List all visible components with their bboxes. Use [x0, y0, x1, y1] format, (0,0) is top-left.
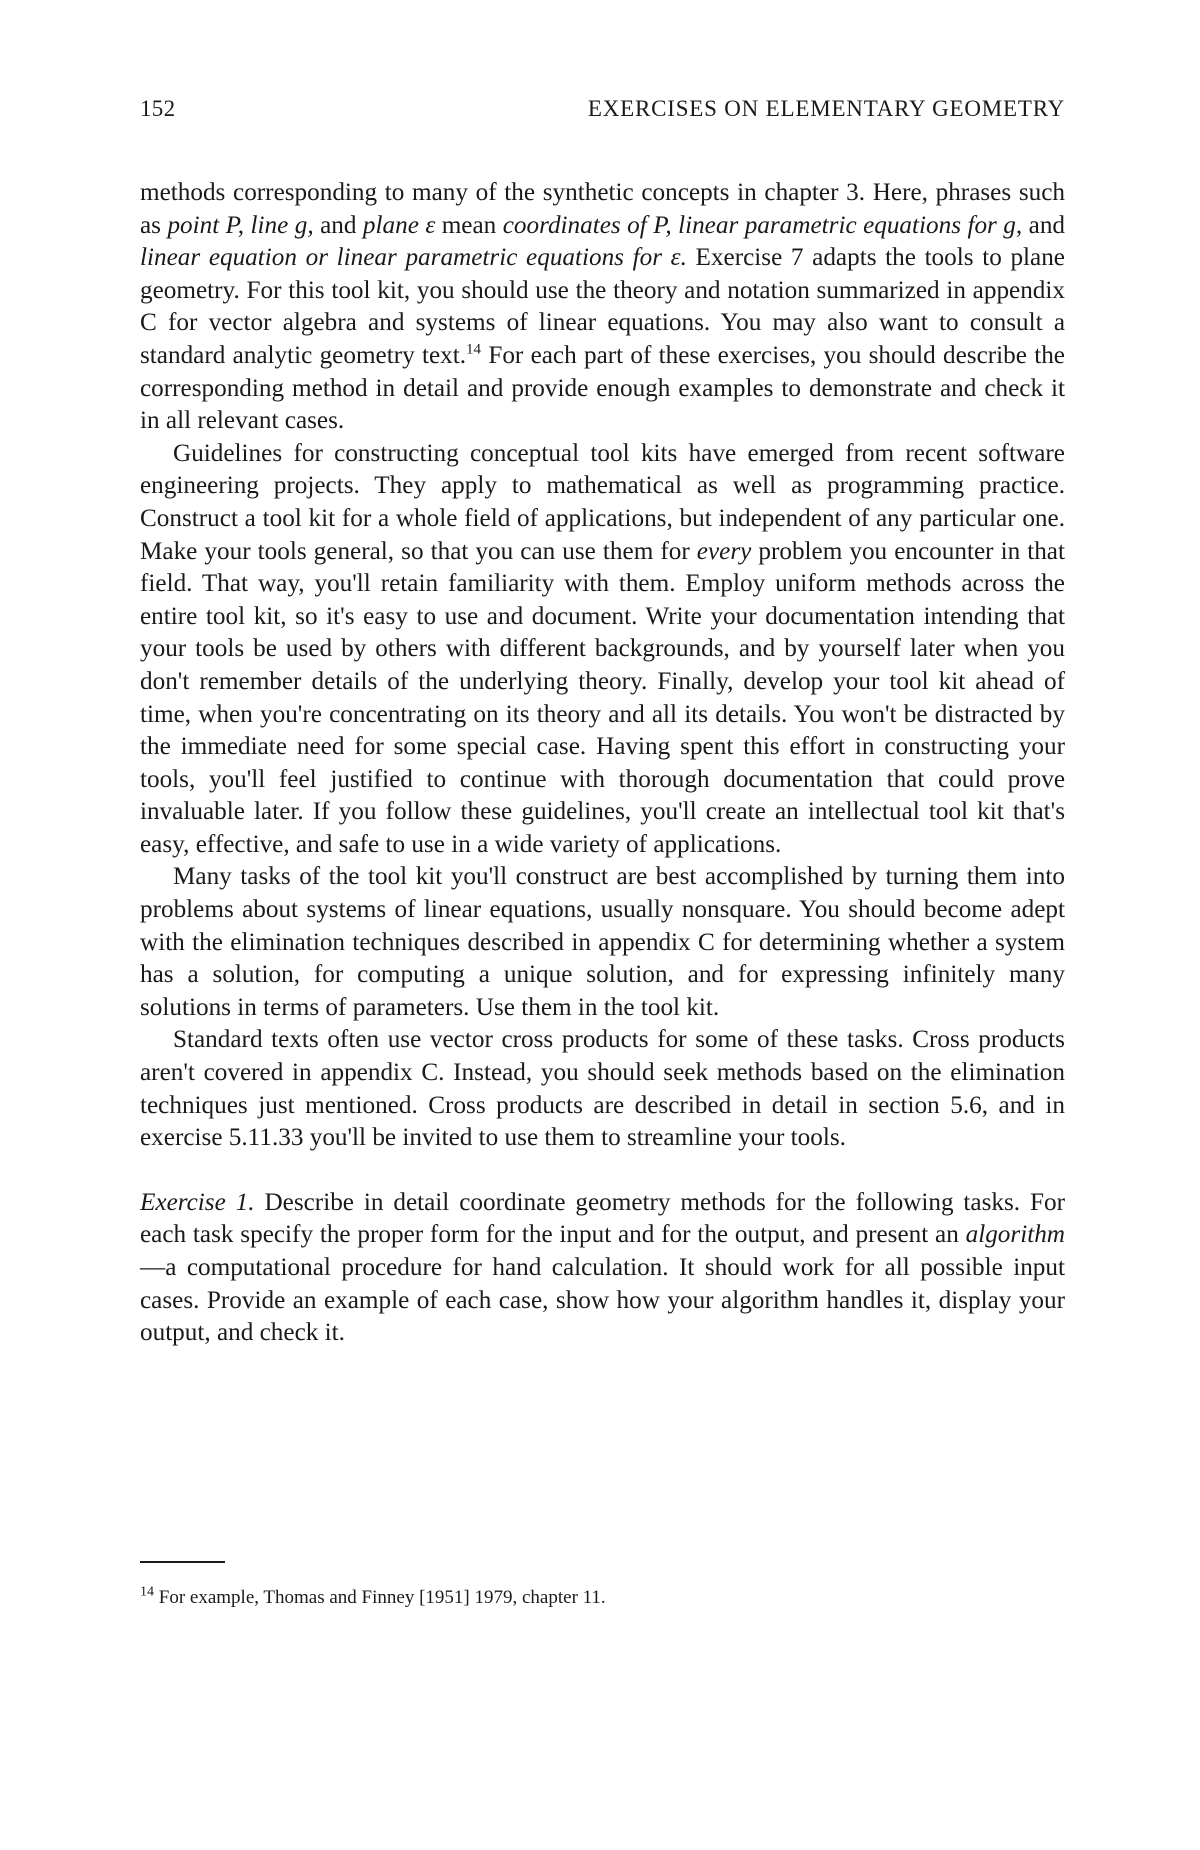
- exercise-text-a: Describe in detail coordinate geometry methods for the following tasks. For each task specify the proper form for the input and for the output, and present an: [140, 1188, 1065, 1249]
- exercise-label: Exercise 1.: [140, 1188, 255, 1216]
- body-text: [140, 177, 1065, 1155]
- exercise-1-text: [140, 1187, 1065, 1350]
- footnote-mark: 14: [140, 1584, 154, 1600]
- exercise-1: [140, 1187, 1065, 1350]
- footnote-reference[interactable]: 14: [466, 341, 482, 358]
- footnote-divider: [140, 1561, 225, 1563]
- footnote: [140, 1586, 606, 1610]
- paragraph-1-italic-f: coordinates of P, linear parametric equations for g,: [502, 211, 1023, 239]
- paragraph-1-text-e: mean: [435, 211, 503, 239]
- paragraph-1-text-j: For each part of these exercises, you should describe the corresponding method in detail and provide enough examples to demonstrate and check it in all relevant cases.: [140, 341, 1065, 435]
- book-page: [140, 96, 1065, 1796]
- paragraph-1-italic-h: linear equation or linear parametric equations for ε.: [140, 244, 687, 272]
- paragraph-4: Standard texts often use vector cross products for some of these tasks. Cross products aren't covered in appendix C. Instead, you should seek methods based on the elimination techniques just mentioned. Cross products are described in detail in section 5.6, and in exercise 5.11.33 you'll be invited to use them to streamline your tools.: [140, 1026, 1065, 1152]
- exercise-italic-algorithm: algorithm: [965, 1221, 1065, 1249]
- running-title: EXERCISES ON ELEMENTARY GEOMETRY: [587, 96, 1065, 121]
- paragraph-2-italic-b: every: [696, 537, 752, 565]
- paragraph-1-text-a: methods corresponding to many of the synthetic concepts in chapter 3. Here, phrases such as: [140, 179, 1065, 239]
- page-number: 152: [140, 96, 176, 121]
- exercise-text-c: —a computational procedure for hand calculation. It should work for all possible input cases. Provide an example of each case, show how your algorithm handles it, display your output, and check it.: [140, 1254, 1065, 1347]
- paragraph-1-text-c: and: [313, 211, 363, 239]
- paragraph-1-italic-b: point P, line g,: [167, 211, 314, 239]
- paragraph-2-text-a: Guidelines for constructing conceptual tool kits have emerged from recent software engineering projects. They apply to mathematical as well as programming practice. Construct a tool kit for a whole field of applications, but independent of any particular one. Make your tools general, so that you can use them for: [140, 439, 1065, 565]
- paragraph-1-text-g: and: [1022, 211, 1066, 239]
- paragraph-3: Many tasks of the tool kit you'll construct are best accomplished by turning them into problems about systems of linear equations, usually nonsquare. You should become adept with the elimination techniques described in appendix C for determining whether a system has a solution, for computing a unique solution, and for expressing infinitely many solutions in terms of parameters. Use them in the tool kit.: [140, 863, 1065, 1021]
- footnote-text: For example, Thomas and Finney [1951] 1979, chapter 11.: [154, 1587, 606, 1608]
- paragraph-2: [140, 438, 1065, 862]
- paragraph-1: [140, 177, 1065, 438]
- paragraph-1-text-i: Exercise 7 adapts the tools to plane geometry. For this tool kit, you should use the theory and notation summarized in appendix C for vector algebra and systems of linear equations. You may also want to consult a standard analytic geometry text.: [140, 244, 1065, 369]
- running-header: [140, 96, 1065, 122]
- paragraph-2-text-c: problem you encounter in that field. That way, you'll retain familiarity with them. Employ uniform methods across the entire tool kit, so it's easy to use and document. Write your documentation intending that your tools be used by others with different backgrounds, and by yourself later when you don't remember details of the underlying theory. Finally, develop your tool kit ahead of time, when you're concentrating on its theory and all its details. You won't be distracted by the immediate need for some special case. Having spent this effort in constructing your tools, you'll feel justified to continue with thorough documentation that could prove invaluable later. If you follow these guidelines, you'll create an intellectual tool kit that's easy, effective, and safe to use in a wide variety of applications.: [140, 537, 1065, 858]
- paragraph-1-italic-d: plane ε: [362, 211, 436, 239]
